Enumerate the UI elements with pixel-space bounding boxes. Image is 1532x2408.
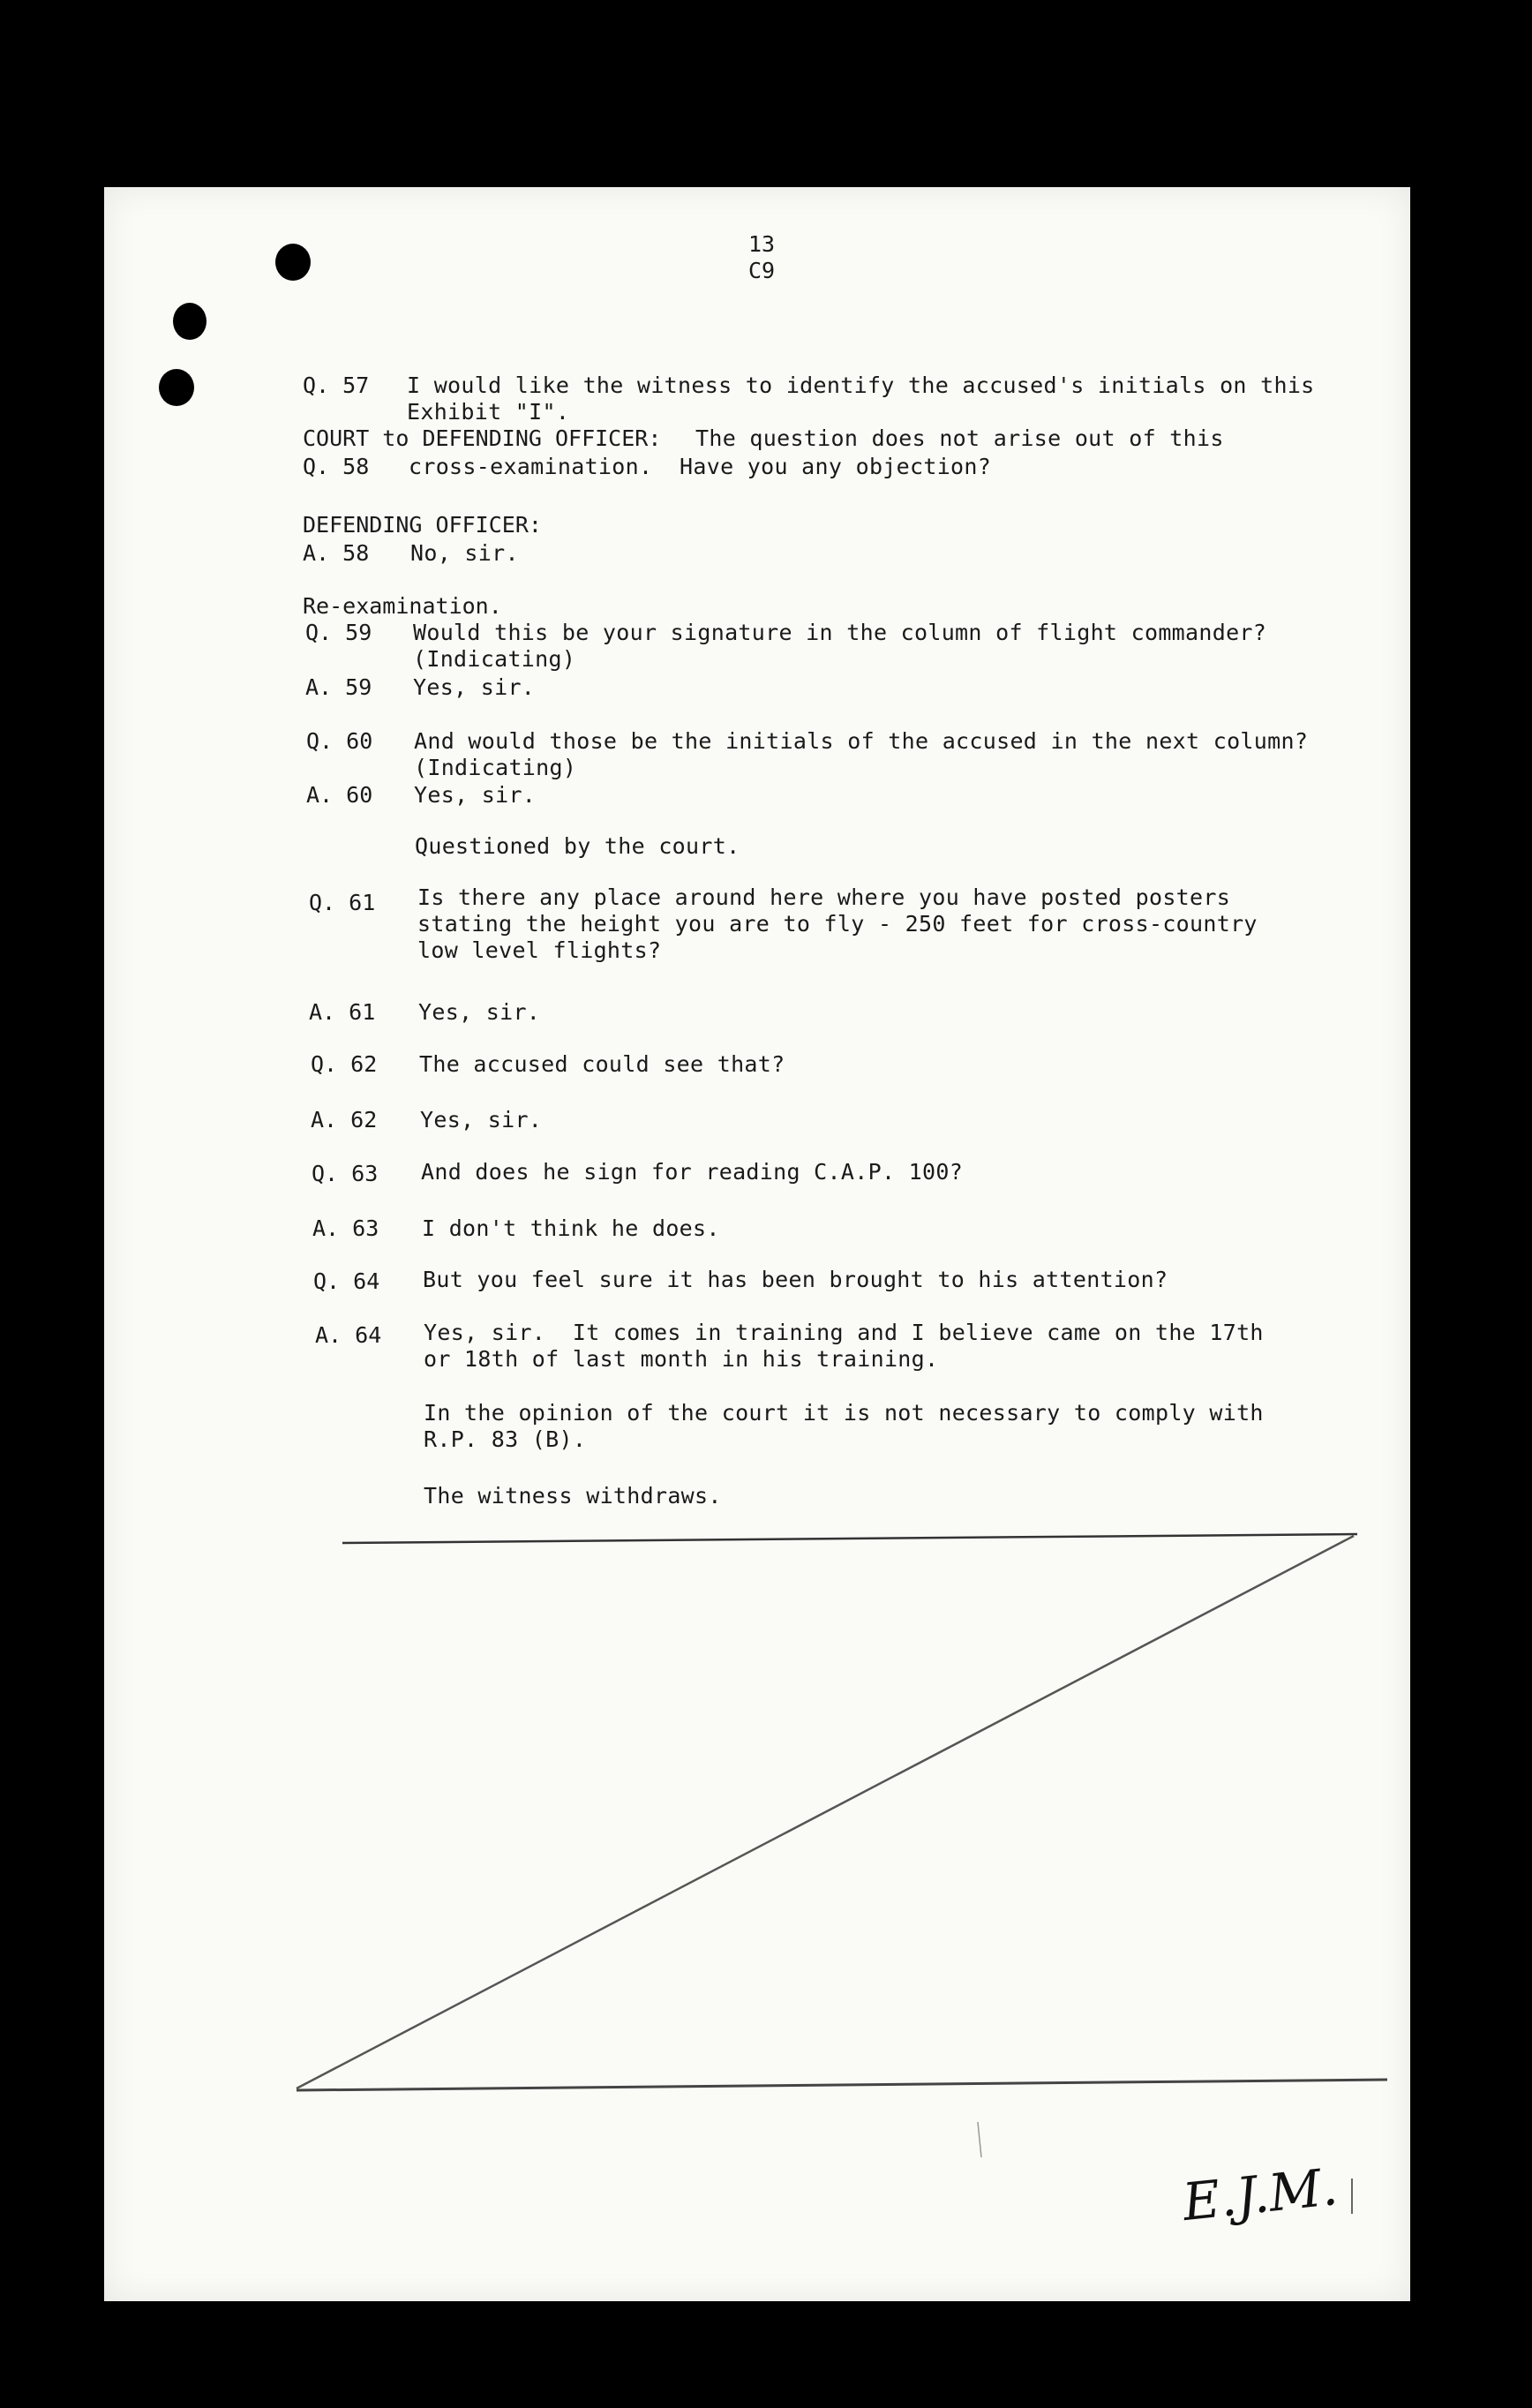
line-text: (Indicating) (414, 755, 577, 780)
line-label: Q. 58 (303, 454, 370, 479)
line-text: cross-examination. Have you any objection? (409, 454, 992, 479)
line-text: The witness withdraws. (424, 1483, 722, 1509)
line-label: A. 58 (303, 540, 370, 566)
line-text: (Indicating) (413, 646, 576, 672)
line-label: Q. 62 (311, 1051, 378, 1077)
line-label: Q. 59 (305, 620, 372, 645)
line-label: A. 60 (306, 782, 373, 808)
line-text: or 18th of last month in his training. (424, 1346, 939, 1372)
line-label: A. 64 (315, 1322, 382, 1348)
line-text: Yes, sir. (414, 782, 537, 808)
line-text: Yes, sir. It comes in training and I believe came on the 17th (424, 1320, 1264, 1345)
line-label: A. 59 (305, 674, 372, 700)
line-label: A. 63 (312, 1215, 379, 1241)
line-label: Q. 57 (303, 372, 370, 398)
line-text: The question does not arise out of this (695, 425, 1224, 451)
top-rule (342, 1534, 1357, 1543)
line-text: Exhibit "I". (407, 399, 570, 425)
line-label: Q. 64 (313, 1268, 380, 1294)
handwritten-initials: E.J.M. (1179, 2156, 1340, 2233)
line-text: I don't think he does. (422, 1215, 720, 1241)
line-text: Is there any place around here where you have posted posters (417, 884, 1231, 910)
line-text: Yes, sir. (418, 999, 541, 1025)
line-text: But you feel sure it has been brought to his attention? (423, 1267, 1168, 1292)
line-label: Q. 60 (306, 728, 373, 754)
line-label: A. 61 (309, 999, 376, 1025)
line-text: Yes, sir. (420, 1107, 543, 1133)
page-code: C9 (747, 258, 776, 283)
line-text: Yes, sir. (413, 674, 536, 700)
line-label: Q. 61 (309, 890, 376, 915)
line-text: In the opinion of the court it is not necessary to comply with (424, 1400, 1264, 1426)
line-label: DEFENDING OFFICER: (303, 512, 542, 538)
bottom-rule (297, 2080, 1387, 2090)
line-label: COURT to DEFENDING OFFICER: (303, 425, 662, 451)
line-label: Q. 63 (312, 1161, 379, 1186)
line-text: low level flights? (417, 937, 662, 963)
scratch-mark (978, 2122, 981, 2157)
line-text: And does he sign for reading C.A.P. 100? (421, 1159, 964, 1185)
page-number: 13 (747, 231, 776, 257)
line-text: I would like the witness to identify the accused's initials on this (407, 372, 1315, 398)
line-text: No, sir. (410, 540, 519, 566)
line-text: stating the height you are to fly - 250 feet for cross-country (417, 911, 1258, 937)
line-label: A. 62 (311, 1107, 378, 1133)
section-heading: Re-examination. (303, 593, 502, 619)
line-text: And would those be the initials of the accused in the next column? (414, 728, 1309, 754)
line-text: R.P. 83 (B). (424, 1426, 587, 1452)
line-text: The accused could see that? (419, 1051, 785, 1077)
line-text: Would this be your signature in the column of flight commander? (413, 620, 1267, 645)
line-text: Questioned by the court. (415, 833, 740, 859)
diagonal-strike (297, 1536, 1354, 2088)
